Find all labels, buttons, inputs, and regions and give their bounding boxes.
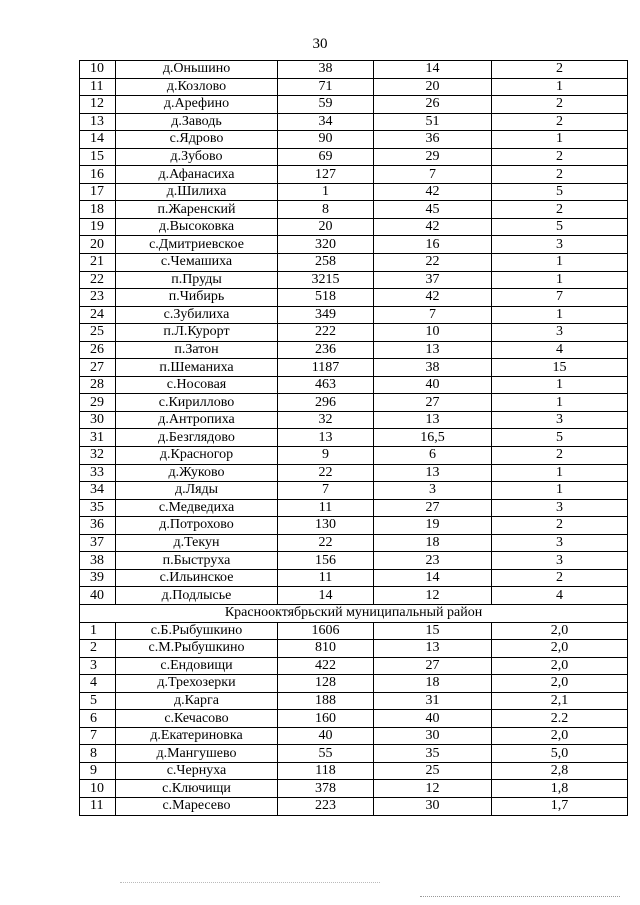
- settlement-name: д.Трехозерки: [116, 675, 278, 693]
- value-col-5: 3: [492, 552, 628, 570]
- row-number: 21: [80, 254, 116, 272]
- value-col-3: 156: [278, 552, 374, 570]
- value-col-3: 20: [278, 218, 374, 236]
- page-number: 30: [312, 36, 328, 52]
- value-col-5: 2,0: [492, 727, 628, 745]
- value-col-5: 1: [492, 131, 628, 149]
- row-number: 28: [80, 376, 116, 394]
- value-col-3: 160: [278, 710, 374, 728]
- settlement-name: с.Ядрово: [116, 131, 278, 149]
- table-row: [80, 447, 628, 465]
- value-col-5: 1: [492, 254, 628, 272]
- row-number: 30: [80, 411, 116, 429]
- settlement-name: д.Подлысье: [116, 587, 278, 605]
- value-col-3: 9: [278, 447, 374, 465]
- settlement-name: п.Жаренский: [116, 201, 278, 219]
- row-number: 6: [80, 710, 116, 728]
- table-row: [80, 131, 628, 149]
- value-col-5: 2: [492, 166, 628, 184]
- value-col-4: 30: [374, 797, 492, 815]
- value-col-5: 2: [492, 148, 628, 166]
- row-number: 17: [80, 183, 116, 201]
- value-col-5: 1: [492, 376, 628, 394]
- value-col-4: 6: [374, 447, 492, 465]
- settlement-name: п.Затон: [116, 341, 278, 359]
- value-col-3: 13: [278, 429, 374, 447]
- settlement-name: д.Ляды: [116, 482, 278, 500]
- table-row: [80, 692, 628, 710]
- value-col-4: 45: [374, 201, 492, 219]
- table-row: [80, 166, 628, 184]
- value-col-4: 29: [374, 148, 492, 166]
- value-col-4: 37: [374, 271, 492, 289]
- value-col-3: 378: [278, 780, 374, 798]
- settlement-name: д.Текун: [116, 534, 278, 552]
- value-col-4: 42: [374, 183, 492, 201]
- value-col-5: 5,0: [492, 745, 628, 763]
- value-col-3: 69: [278, 148, 374, 166]
- row-number: 10: [80, 780, 116, 798]
- value-col-5: 2: [492, 113, 628, 131]
- settlement-name: д.Потрохово: [116, 517, 278, 535]
- value-col-4: 40: [374, 710, 492, 728]
- value-col-4: 15: [374, 622, 492, 640]
- value-col-4: 27: [374, 394, 492, 412]
- value-col-5: 2: [492, 96, 628, 114]
- settlement-name: с.Ключищи: [116, 780, 278, 798]
- value-col-3: 296: [278, 394, 374, 412]
- value-col-3: 90: [278, 131, 374, 149]
- value-col-5: 2: [492, 447, 628, 465]
- table-row: [80, 622, 628, 640]
- settlement-name: д.Безглядово: [116, 429, 278, 447]
- value-col-5: 3: [492, 411, 628, 429]
- value-col-3: 7: [278, 482, 374, 500]
- value-col-4: 12: [374, 587, 492, 605]
- value-col-5: 5: [492, 183, 628, 201]
- value-col-5: 2.2: [492, 710, 628, 728]
- value-col-5: 2,1: [492, 692, 628, 710]
- value-col-5: 1: [492, 78, 628, 96]
- row-number: 12: [80, 96, 116, 114]
- row-number: 15: [80, 148, 116, 166]
- table-row: [80, 218, 628, 236]
- row-number: 14: [80, 131, 116, 149]
- value-col-5: 3: [492, 324, 628, 342]
- table-row: [80, 657, 628, 675]
- table-row: [80, 797, 628, 815]
- row-number: 19: [80, 218, 116, 236]
- settlement-name: д.Козлово: [116, 78, 278, 96]
- value-col-5: 3: [492, 499, 628, 517]
- value-col-4: 26: [374, 96, 492, 114]
- value-col-3: 118: [278, 762, 374, 780]
- value-col-3: 55: [278, 745, 374, 763]
- value-col-5: 3: [492, 534, 628, 552]
- table-row: [80, 780, 628, 798]
- settlement-name: п.Л.Курорт: [116, 324, 278, 342]
- table-row: [80, 552, 628, 570]
- value-col-5: 2,0: [492, 622, 628, 640]
- value-col-3: 34: [278, 113, 374, 131]
- settlement-name: с.Кечасово: [116, 710, 278, 728]
- value-col-3: 236: [278, 341, 374, 359]
- table-row: [80, 78, 628, 96]
- value-col-5: 2: [492, 517, 628, 535]
- settlement-name: с.Зубилиха: [116, 306, 278, 324]
- value-col-5: 1: [492, 464, 628, 482]
- table-row: [80, 499, 628, 517]
- value-col-4: 18: [374, 534, 492, 552]
- settlement-name: д.Зубово: [116, 148, 278, 166]
- row-number: 1: [80, 622, 116, 640]
- value-col-5: 5: [492, 429, 628, 447]
- table-row: [80, 517, 628, 535]
- value-col-4: 22: [374, 254, 492, 272]
- row-number: 25: [80, 324, 116, 342]
- row-number: 36: [80, 517, 116, 535]
- value-col-4: 25: [374, 762, 492, 780]
- table-row: [80, 324, 628, 342]
- value-col-3: 258: [278, 254, 374, 272]
- value-col-5: 3: [492, 236, 628, 254]
- row-number: 8: [80, 745, 116, 763]
- row-number: 9: [80, 762, 116, 780]
- table-row: [80, 394, 628, 412]
- table-row: [80, 96, 628, 114]
- value-col-3: 11: [278, 569, 374, 587]
- settlement-name: д.Карга: [116, 692, 278, 710]
- settlement-name: д.Высоковка: [116, 218, 278, 236]
- value-col-3: 130: [278, 517, 374, 535]
- settlement-name: д.Екатериновка: [116, 727, 278, 745]
- settlement-name: с.Кириллово: [116, 394, 278, 412]
- section-title: Краснооктябрьский муниципальный район: [80, 604, 628, 622]
- row-number: 3: [80, 657, 116, 675]
- value-col-5: 5: [492, 218, 628, 236]
- table-row: [80, 534, 628, 552]
- value-col-5: 1: [492, 271, 628, 289]
- row-number: 29: [80, 394, 116, 412]
- value-col-4: 20: [374, 78, 492, 96]
- value-col-5: 1: [492, 306, 628, 324]
- value-col-4: 14: [374, 569, 492, 587]
- row-number: 31: [80, 429, 116, 447]
- value-col-4: 40: [374, 376, 492, 394]
- value-col-5: 2,0: [492, 640, 628, 658]
- table-row: [80, 762, 628, 780]
- table-body-part1: [80, 61, 628, 605]
- value-col-4: 38: [374, 359, 492, 377]
- value-col-5: 7: [492, 289, 628, 307]
- row-number: 39: [80, 569, 116, 587]
- value-col-5: 2,0: [492, 675, 628, 693]
- table-row: [80, 341, 628, 359]
- table-row: [80, 359, 628, 377]
- row-number: 20: [80, 236, 116, 254]
- value-col-5: 1: [492, 394, 628, 412]
- settlement-name: п.Быструха: [116, 552, 278, 570]
- value-col-4: 16: [374, 236, 492, 254]
- row-number: 18: [80, 201, 116, 219]
- table-row: [80, 745, 628, 763]
- settlement-name: с.М.Рыбушкино: [116, 640, 278, 658]
- value-col-5: 1: [492, 482, 628, 500]
- settlement-name: с.Медведиха: [116, 499, 278, 517]
- value-col-4: 51: [374, 113, 492, 131]
- value-col-4: 13: [374, 640, 492, 658]
- value-col-3: 14: [278, 587, 374, 605]
- row-number: 23: [80, 289, 116, 307]
- settlement-name: д.Заводь: [116, 113, 278, 131]
- table-row: [80, 61, 628, 79]
- value-col-4: 12: [374, 780, 492, 798]
- section-header-row: [80, 604, 628, 622]
- row-number: 11: [80, 797, 116, 815]
- section-header-group: [80, 604, 628, 622]
- value-col-5: 1,8: [492, 780, 628, 798]
- table-row: [80, 289, 628, 307]
- value-col-4: 14: [374, 61, 492, 79]
- settlement-name: д.Красногор: [116, 447, 278, 465]
- value-col-3: 463: [278, 376, 374, 394]
- value-col-3: 222: [278, 324, 374, 342]
- value-col-4: 7: [374, 166, 492, 184]
- settlement-name: с.Маресево: [116, 797, 278, 815]
- footer-mark: [120, 882, 380, 883]
- value-col-3: 518: [278, 289, 374, 307]
- value-col-3: 8: [278, 201, 374, 219]
- table-row: [80, 429, 628, 447]
- value-col-3: 810: [278, 640, 374, 658]
- value-col-5: 15: [492, 359, 628, 377]
- table-row: [80, 464, 628, 482]
- value-col-3: 1606: [278, 622, 374, 640]
- value-col-3: 22: [278, 464, 374, 482]
- value-col-5: 2: [492, 61, 628, 79]
- row-number: 2: [80, 640, 116, 658]
- value-col-3: 38: [278, 61, 374, 79]
- value-col-4: 42: [374, 289, 492, 307]
- value-col-3: 223: [278, 797, 374, 815]
- settlements-table: [79, 60, 628, 816]
- row-number: 38: [80, 552, 116, 570]
- table-row: [80, 411, 628, 429]
- settlement-name: д.Антропиха: [116, 411, 278, 429]
- settlement-name: д.Жуково: [116, 464, 278, 482]
- settlement-name: с.Носовая: [116, 376, 278, 394]
- table-row: [80, 482, 628, 500]
- settlement-name: с.Чемашиха: [116, 254, 278, 272]
- row-number: 32: [80, 447, 116, 465]
- row-number: 13: [80, 113, 116, 131]
- value-col-3: 1187: [278, 359, 374, 377]
- value-col-4: 27: [374, 657, 492, 675]
- value-col-5: 1,7: [492, 797, 628, 815]
- row-number: 26: [80, 341, 116, 359]
- value-col-4: 19: [374, 517, 492, 535]
- table-row: [80, 587, 628, 605]
- value-col-4: 13: [374, 411, 492, 429]
- row-number: 22: [80, 271, 116, 289]
- table-row: [80, 113, 628, 131]
- value-col-3: 11: [278, 499, 374, 517]
- table-row: [80, 148, 628, 166]
- value-col-3: 71: [278, 78, 374, 96]
- table-row: [80, 640, 628, 658]
- settlement-name: д.Оньшино: [116, 61, 278, 79]
- settlement-name: д.Мангушево: [116, 745, 278, 763]
- value-col-3: 59: [278, 96, 374, 114]
- row-number: 40: [80, 587, 116, 605]
- value-col-4: 13: [374, 464, 492, 482]
- row-number: 10: [80, 61, 116, 79]
- row-number: 34: [80, 482, 116, 500]
- table-row: [80, 675, 628, 693]
- value-col-3: 422: [278, 657, 374, 675]
- row-number: 35: [80, 499, 116, 517]
- settlement-name: п.Чибирь: [116, 289, 278, 307]
- settlement-name: п.Шеманиха: [116, 359, 278, 377]
- value-col-5: 2: [492, 569, 628, 587]
- table-row: [80, 306, 628, 324]
- value-col-3: 40: [278, 727, 374, 745]
- settlement-name: с.Ендовищи: [116, 657, 278, 675]
- value-col-5: 2,0: [492, 657, 628, 675]
- row-number: 37: [80, 534, 116, 552]
- value-col-3: 1: [278, 183, 374, 201]
- table-row: [80, 236, 628, 254]
- value-col-4: 10: [374, 324, 492, 342]
- table-body-part2: [80, 622, 628, 815]
- value-col-4: 35: [374, 745, 492, 763]
- value-col-3: 127: [278, 166, 374, 184]
- value-col-3: 320: [278, 236, 374, 254]
- value-col-3: 3215: [278, 271, 374, 289]
- table-row: [80, 183, 628, 201]
- row-number: 24: [80, 306, 116, 324]
- value-col-3: 22: [278, 534, 374, 552]
- table-row: [80, 569, 628, 587]
- settlement-name: д.Арефино: [116, 96, 278, 114]
- value-col-4: 16,5: [374, 429, 492, 447]
- table-row: [80, 727, 628, 745]
- value-col-4: 23: [374, 552, 492, 570]
- settlement-name: с.Ильинское: [116, 569, 278, 587]
- table-row: [80, 710, 628, 728]
- settlement-name: с.Чернуха: [116, 762, 278, 780]
- value-col-4: 3: [374, 482, 492, 500]
- value-col-3: 349: [278, 306, 374, 324]
- row-number: 4: [80, 675, 116, 693]
- value-col-4: 30: [374, 727, 492, 745]
- settlement-name: д.Шилиха: [116, 183, 278, 201]
- settlement-name: с.Дмитриевское: [116, 236, 278, 254]
- table-row: [80, 271, 628, 289]
- value-col-4: 27: [374, 499, 492, 517]
- value-col-4: 31: [374, 692, 492, 710]
- value-col-5: 4: [492, 587, 628, 605]
- row-number: 27: [80, 359, 116, 377]
- value-col-5: 2: [492, 201, 628, 219]
- value-col-5: 4: [492, 341, 628, 359]
- value-col-4: 18: [374, 675, 492, 693]
- table-row: [80, 201, 628, 219]
- table-row: [80, 254, 628, 272]
- value-col-5: 2,8: [492, 762, 628, 780]
- value-col-3: 188: [278, 692, 374, 710]
- value-col-3: 32: [278, 411, 374, 429]
- value-col-4: 13: [374, 341, 492, 359]
- row-number: 33: [80, 464, 116, 482]
- settlement-name: п.Пруды: [116, 271, 278, 289]
- row-number: 11: [80, 78, 116, 96]
- value-col-4: 36: [374, 131, 492, 149]
- table-row: [80, 376, 628, 394]
- value-col-3: 128: [278, 675, 374, 693]
- settlement-name: д.Афанасиха: [116, 166, 278, 184]
- row-number: 5: [80, 692, 116, 710]
- settlement-name: с.Б.Рыбушкино: [116, 622, 278, 640]
- row-number: 7: [80, 727, 116, 745]
- footer-mark: [420, 896, 620, 897]
- row-number: 16: [80, 166, 116, 184]
- value-col-4: 42: [374, 218, 492, 236]
- value-col-4: 7: [374, 306, 492, 324]
